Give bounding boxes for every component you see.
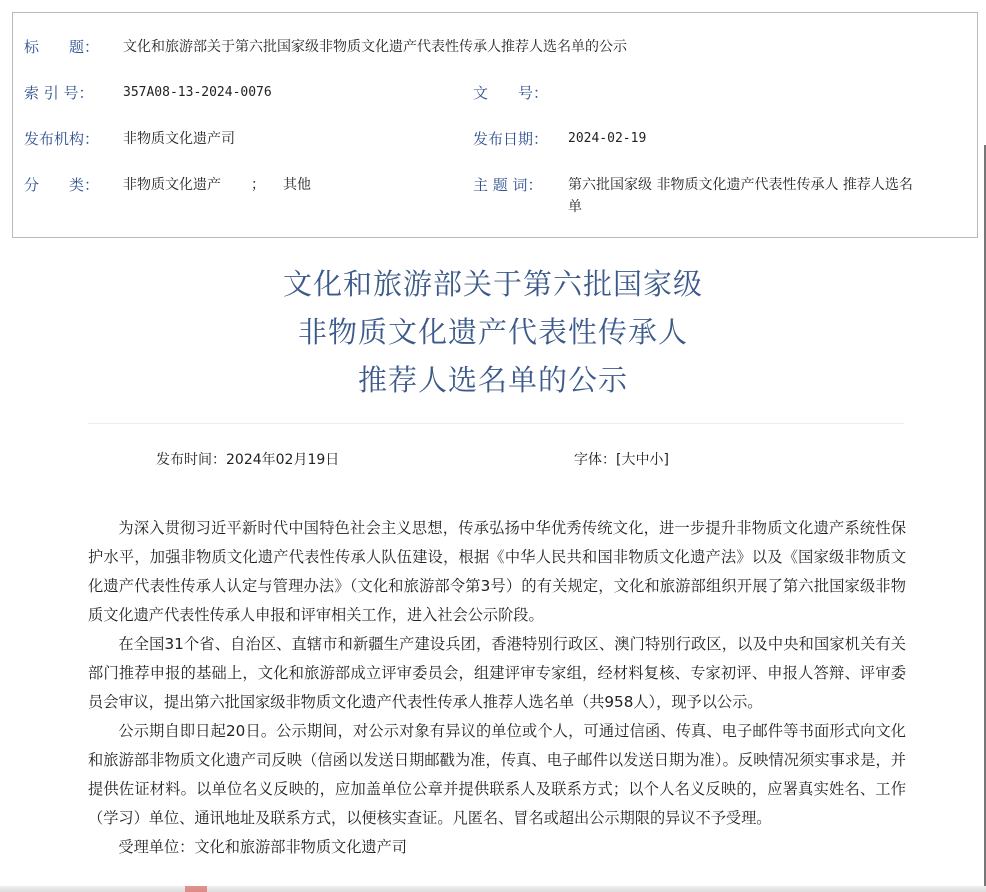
publish-date-label: 发布日期： [473, 130, 549, 148]
font-size-large-link[interactable]: 大 [621, 452, 636, 468]
article-body [88, 514, 906, 862]
paragraph-1: 为深入贯彻习近平新时代中国特色社会主义思想，传承弘扬中华优秀传统文化，进一步提升非物质文化遗产系统性保护水平，加强非物质文化遗产代表性传承人队伍建设，根据《中华人民共和国非物质文化遗产法》以及《国家级非物质文化遗产代表性传承人认定与管理办法》（文化和旅游部令第3号）的有关规定，文化和旅游部组织开展了第六批国家级非物质文化遗产代表性传承人申报和评审相关工作，进入社会公示阶段。 [88, 519, 906, 624]
paragraph-3: 公示期自即日起20日。公示期间，对公示对象有异议的单位或个人，可通过信函、传真、电子邮件等书面形式向文化和旅游部非物质文化遗产司反映（信函以发送日期邮戳为准，传真、电子邮件以发送日期为准）。反映情况须实事求是，并提供佐证材料。以单位名义反映的，应加盖单位公章并提供联系人及联系方式；以个人名义反映的，应署真实姓名、工作（学习）单位、通讯地址及联系方式，以便核实查证。凡匿名、冒名或超出公示期限的异议不予受理。 [88, 722, 906, 827]
bottom-strip-marker [185, 886, 207, 892]
index-value: 357A08-13-2024-0076 [123, 85, 272, 100]
font-size-small-link[interactable]: 小 [649, 452, 664, 468]
category-value-1: 非物质文化遗产 [123, 177, 221, 193]
category-label: 分 类： [24, 176, 100, 194]
paragraph-2: 在全国31个省、自治区、直辖市和新疆生产建设兵团，香港特别行政区、澳门特别行政区，以及中央和国家机关有关部门推荐申报的基础上，文化和旅游部成立评审委员会，组建评审专家组，经材料复核、专家初评、申报人答辩、评审委员会审议，提出第六批国家级非物质文化遗产代表性传承人推荐人选名单（共958人），现予以公示。 [88, 635, 906, 711]
bottom-strip [0, 886, 986, 892]
category-separator: ； [251, 177, 265, 193]
publish-time-label: 发布时间： [156, 452, 226, 468]
font-size-medium-link[interactable]: 中 [635, 452, 650, 468]
category-value-2: 其他 [283, 177, 311, 193]
document-metadata-box [12, 12, 978, 238]
subject-value: 第六批国家级 非物质文化遗产代表性传承人 推荐人选名单 [568, 177, 913, 215]
index-label: 索 引 号： [24, 84, 94, 102]
doc-number-label: 文 号： [473, 84, 549, 102]
title-divider [88, 423, 904, 424]
font-size-label: 字体： [574, 452, 616, 468]
font-size-switcher [574, 449, 669, 471]
publish-time [156, 449, 339, 471]
publish-date-value: 2024-02-19 [568, 131, 647, 146]
publish-time-value: 2024年02月19日 [226, 452, 340, 468]
font-size-bracket-open: [ [616, 452, 622, 468]
title-label: 标 题： [24, 38, 100, 56]
subject-label: 主 题 词： [473, 176, 543, 194]
article-title-line-1: 文化和旅游部关于第六批国家级 [282, 267, 703, 301]
article-title-line-3: 推荐人选名单的公示 [357, 363, 628, 397]
article-title-line-2: 非物质文化遗产代表性传承人 [297, 315, 688, 349]
publisher-label: 发布机构： [24, 130, 100, 148]
title-value: 文化和旅游部关于第六批国家级非物质文化遗产代表性传承人推荐人选名单的公示 [123, 39, 627, 55]
publisher-value: 非物质文化遗产司 [123, 131, 235, 147]
font-size-bracket-close: ] [663, 452, 669, 468]
paragraph-4: 受理单位：文化和旅游部非物质文化遗产司 [118, 838, 407, 856]
